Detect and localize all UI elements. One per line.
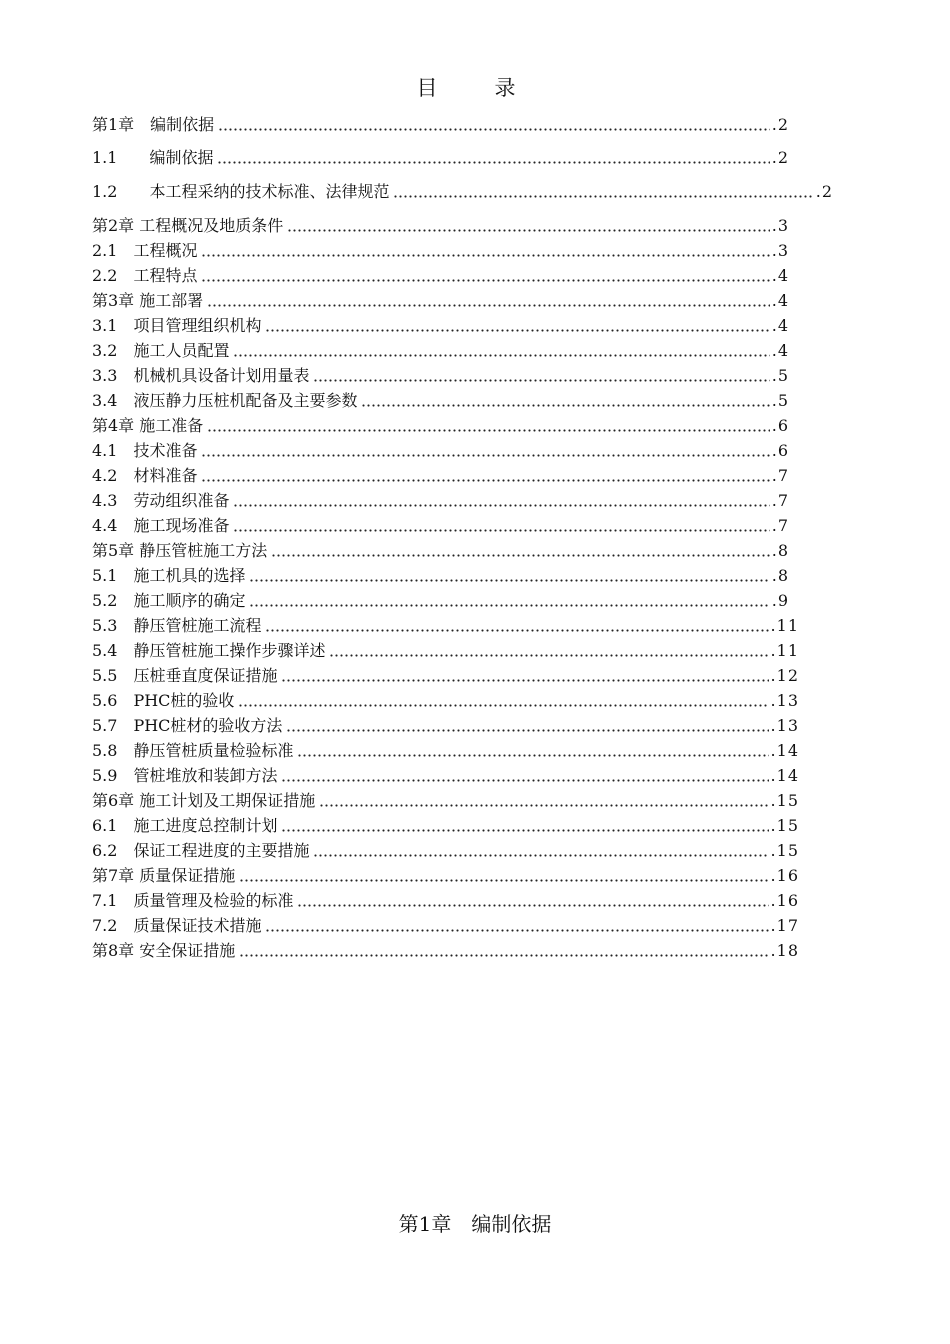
toc-entry-label: 5.4 静压管桩施工操作步骤详述: [92, 641, 326, 660]
toc-entry[interactable]: [92, 286, 789, 311]
toc-entry-label: 5.3 静压管桩施工流程: [92, 616, 262, 635]
toc-dot-leader: [281, 779, 768, 782]
toc-dot-leader: [239, 954, 768, 957]
toc-entry[interactable]: [92, 177, 833, 202]
toc-entry[interactable]: [92, 711, 799, 736]
toc-dot-leader: [207, 429, 769, 432]
toc-entry[interactable]: [92, 211, 789, 236]
toc-entry-label: 1.1 编制依据: [92, 148, 214, 167]
toc-entry[interactable]: [92, 911, 799, 936]
toc-dot-leader: [297, 904, 768, 907]
toc-entry-label: 4.1 技术准备: [92, 441, 198, 460]
toc-entry[interactable]: [92, 461, 789, 486]
toc-entry-label: 3.2 施工人员配置: [92, 341, 230, 360]
toc-dot-leader: [319, 804, 768, 807]
toc-dot-leader: [217, 161, 769, 164]
toc-title: 目 录: [416, 76, 534, 100]
toc-dot-leader: [329, 654, 768, 657]
toc-entry-label: 5.5 压桩垂直度保证措施: [92, 666, 278, 685]
toc-dot-leader: [249, 579, 769, 582]
toc-entry[interactable]: [92, 511, 789, 536]
toc-entry-label: 2.1 工程概况: [92, 241, 198, 260]
toc-entry-page: .5: [771, 366, 789, 385]
toc-entry[interactable]: [92, 636, 799, 661]
toc-entry-label: 1.2 本工程采纳的技术标准、法律规范: [92, 182, 390, 201]
toc-dot-leader: [249, 604, 769, 607]
toc-dot-leader: [281, 829, 768, 832]
toc-dot-leader: [233, 354, 769, 357]
toc-entry-page: .9: [771, 591, 789, 610]
toc-dot-leader: [281, 679, 768, 682]
toc-entry-page: .14: [770, 741, 799, 760]
toc-entry-label: 5.2 施工顺序的确定: [92, 591, 246, 610]
toc-entry-label: 6.1 施工进度总控制计划: [92, 816, 278, 835]
toc-entry-label: 3.1 项目管理组织机构: [92, 316, 262, 335]
toc-dot-leader: [361, 404, 769, 407]
toc-entry-page: .7: [771, 491, 789, 510]
toc-entry-page: .7: [771, 466, 789, 485]
toc-entry-page: .4: [771, 341, 789, 360]
toc-entry[interactable]: [92, 686, 799, 711]
toc-entry[interactable]: [92, 811, 799, 836]
toc-dot-leader: [233, 529, 769, 532]
toc-dot-leader: [207, 304, 769, 307]
toc-entry-page: .7: [771, 516, 789, 535]
toc-entry-page: .16: [770, 891, 799, 910]
toc-entry[interactable]: [92, 143, 789, 168]
toc-entry-page: .18: [770, 941, 799, 960]
toc-dot-leader: [393, 195, 813, 198]
toc-dot-leader: [239, 879, 768, 882]
toc-entry-label: 第8章 安全保证措施: [92, 941, 236, 960]
toc-entry[interactable]: [92, 936, 799, 961]
toc-entry-label: 第7章 质量保证措施: [92, 866, 236, 885]
toc-entry-label: 第3章 施工部署: [92, 291, 204, 310]
toc-dot-leader: [201, 479, 769, 482]
toc-entry-label: 7.2 质量保证技术措施: [92, 916, 262, 935]
toc-dot-leader: [218, 128, 770, 131]
toc-entry[interactable]: [92, 761, 799, 786]
toc-entry-page: .5: [771, 391, 789, 410]
toc-entry-page: .13: [770, 691, 799, 710]
toc-entry-page: .8: [771, 541, 789, 560]
toc-entry-page: .15: [770, 841, 799, 860]
toc-dot-leader: [265, 329, 769, 332]
toc-entry-label: 第2章 工程概况及地质条件: [92, 216, 284, 235]
toc-entry-label: 7.1 质量管理及检验的标准: [92, 891, 294, 910]
toc-entry-label: 5.8 静压管桩质量检验标准: [92, 741, 294, 760]
toc-entry-label: 4.2 材料准备: [92, 466, 198, 485]
toc-entry[interactable]: [92, 886, 799, 911]
toc-entry-page: .11: [770, 616, 799, 635]
toc-entry-page: .15: [770, 816, 799, 835]
toc-entry[interactable]: [92, 110, 789, 135]
toc-entry[interactable]: [92, 861, 799, 886]
toc-entry[interactable]: [92, 611, 799, 636]
chapter-heading: 第1章 编制依据: [398, 1212, 552, 1236]
toc-entry-label: 2.2 工程特点: [92, 266, 198, 285]
toc-dot-leader: [313, 379, 769, 382]
toc-entry-page: .6: [771, 416, 789, 435]
toc-entry-page: .4: [771, 291, 789, 310]
toc-entry[interactable]: [92, 736, 799, 761]
toc-entry[interactable]: [92, 536, 789, 561]
toc-entry-page: .14: [770, 766, 799, 785]
toc-entry-label: 第1章 编制依据: [92, 115, 215, 134]
toc-dot-leader: [313, 854, 768, 857]
toc-entry-label: 3.4 液压静力压桩机配备及主要参数: [92, 391, 358, 410]
toc-entry[interactable]: [92, 311, 789, 336]
toc-dot-leader: [201, 254, 769, 257]
toc-entry[interactable]: [92, 236, 789, 261]
toc-dot-leader: [286, 729, 768, 732]
toc-entry[interactable]: [92, 336, 789, 361]
toc-entry[interactable]: [92, 361, 789, 386]
toc-entry-label: 5.9 管桩堆放和装卸方法: [92, 766, 278, 785]
toc-entry-page: .3: [771, 216, 789, 235]
toc-entry[interactable]: [92, 836, 799, 861]
toc-entry[interactable]: [92, 586, 789, 611]
toc-entry-page: .4: [771, 266, 789, 285]
toc-entry-page: .2: [771, 115, 789, 134]
toc-entry-label: 4.4 施工现场准备: [92, 516, 230, 535]
toc-dot-leader: [238, 704, 768, 707]
toc-entry-page: .2: [771, 148, 789, 167]
toc-entry-page: .3: [771, 241, 789, 260]
toc-entry-page: .2: [815, 182, 833, 201]
toc-dot-leader: [297, 754, 768, 757]
toc-entry-label: 4.3 劳动组织准备: [92, 491, 230, 510]
toc-entry-label: 第4章 施工准备: [92, 416, 204, 435]
toc-entry-page: .11: [770, 641, 799, 660]
toc-entry-page: .8: [771, 566, 789, 585]
toc-entry-page: .15: [770, 791, 799, 810]
toc-entry-page: .4: [771, 316, 789, 335]
toc-entry[interactable]: [92, 436, 789, 461]
toc-entry-page: .12: [770, 666, 799, 685]
toc-dot-leader: [287, 229, 769, 232]
toc-entry-label: 5.6 PHC桩的验收: [92, 691, 235, 710]
toc-entry[interactable]: [92, 661, 799, 686]
toc-entry[interactable]: [92, 561, 789, 586]
toc-dot-leader: [265, 929, 768, 932]
toc-entry-page: .13: [770, 716, 799, 735]
toc-entry-page: .6: [771, 441, 789, 460]
toc-entry-label: 6.2 保证工程进度的主要措施: [92, 841, 310, 860]
toc-dot-leader: [201, 454, 769, 457]
toc-entry[interactable]: [92, 411, 789, 436]
toc-entry-page: .17: [770, 916, 799, 935]
toc-entry[interactable]: [92, 786, 799, 811]
toc-entry-label: 3.3 机械机具设备计划用量表: [92, 366, 310, 385]
toc-dot-leader: [265, 629, 768, 632]
toc-dot-leader: [201, 279, 769, 282]
toc-entry-label: 5.1 施工机具的选择: [92, 566, 246, 585]
toc-entry-label: 第5章 静压管桩施工方法: [92, 541, 268, 560]
toc-entry[interactable]: [92, 386, 789, 411]
toc-entry[interactable]: [92, 486, 789, 511]
toc-entry-page: .16: [770, 866, 799, 885]
toc-entry-label: 5.7 PHC桩材的验收方法: [92, 716, 283, 735]
toc-entry-label: 第6章 施工计划及工期保证措施: [92, 791, 316, 810]
toc-dot-leader: [271, 554, 769, 557]
toc-dot-leader: [233, 504, 769, 507]
toc-entry[interactable]: [92, 261, 789, 286]
